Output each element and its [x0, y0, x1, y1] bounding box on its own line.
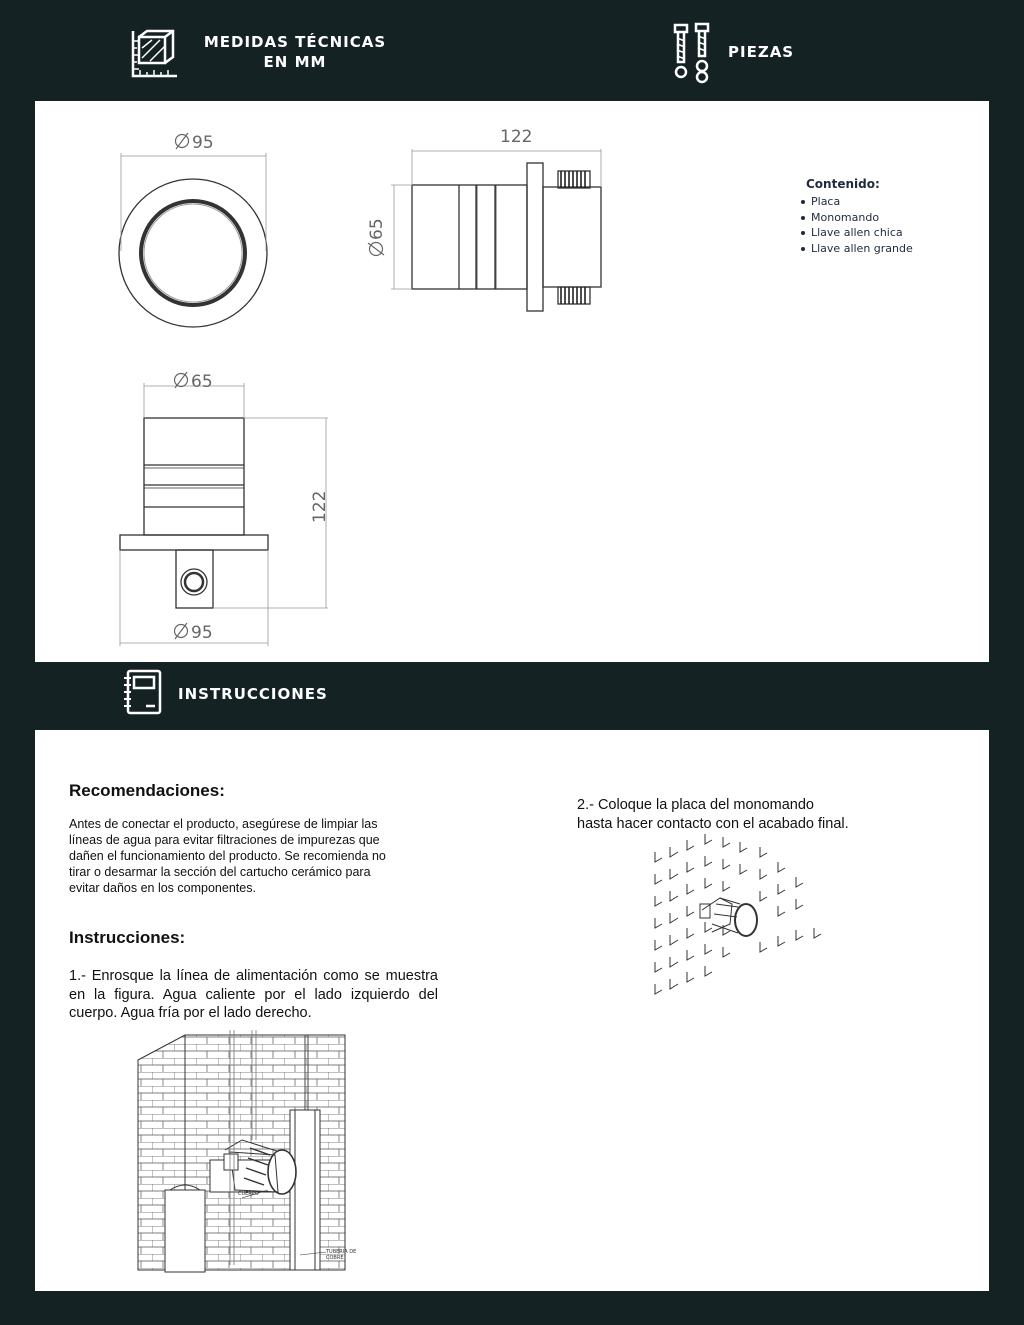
recomendaciones-line: tirar o desarmar la sección del cartucho cerámico para — [69, 865, 371, 879]
contenido-list — [800, 194, 960, 256]
list-item: Llave allen grande — [800, 241, 960, 257]
step2-line1: 2.- Coloque la placa del monomando — [577, 797, 814, 813]
recomendaciones-title: Recomendaciones: — [69, 781, 225, 800]
piezas-title: PIEZAS — [728, 43, 795, 61]
medidas-header — [120, 22, 420, 84]
list-item: Llave allen chica — [800, 225, 960, 241]
side-diameter-label — [367, 218, 387, 255]
recomendaciones-line: Antes de conectar el producto, asegúrese de limpiar las — [69, 817, 378, 831]
medidas-title-line2: EN MM — [263, 53, 327, 71]
instrucciones-header — [120, 666, 420, 718]
top-view — [120, 383, 328, 646]
tuberia-label-line2: COBRE — [326, 1255, 344, 1261]
cuerpo-label: CUERPO — [238, 1191, 259, 1197]
contenido-title: Contenido: — [806, 177, 880, 191]
bottom-diameter-label — [175, 623, 213, 643]
recomendaciones-line: evitar daños en los componentes. — [69, 881, 256, 895]
plate-installation-illustration — [650, 832, 830, 1002]
step2-line2: hasta hacer contacto con el acabado final. — [577, 815, 849, 832]
piezas-header — [668, 18, 828, 84]
list-item: Placa — [800, 194, 960, 210]
top-diameter-value: 65 — [191, 372, 213, 392]
recomendaciones-line: líneas de agua para evitar filtraciones de impurezas que — [69, 833, 380, 847]
side-diameter-value: 65 — [367, 218, 387, 240]
tuberia-label-line1: TUBERIA DE — [326, 1249, 357, 1255]
medidas-title-line1: MEDIDAS TÉCNICAS — [203, 33, 387, 51]
recomendaciones-line: dañen el funcionamiento del producto. Se recomienda no — [69, 849, 386, 863]
recomendaciones-text — [69, 816, 449, 896]
front-diameter-value: 95 — [192, 133, 214, 153]
wall-installation-illustration — [130, 1030, 370, 1275]
contenido-box — [800, 177, 960, 256]
screws-icon — [672, 22, 712, 84]
list-item: Monomando — [800, 210, 960, 226]
step2-text — [577, 796, 897, 833]
instrucciones-title: INSTRUCCIONES — [178, 685, 328, 703]
step1-text: 1.- Enrosque la línea de alimentación como se muestra en la figura. Agua caliente por el lado izquierdo del cuerpo. Agua fría por el lado derecho. — [69, 968, 438, 1021]
instrucciones-subtitle: Instrucciones: — [69, 928, 186, 947]
ruler-cube-icon — [130, 28, 180, 80]
bottom-diameter-value: 95 — [191, 623, 213, 643]
top-height-label — [310, 491, 330, 523]
top-diameter-label — [175, 372, 213, 392]
side-length-value: 122 — [500, 127, 533, 147]
side-threads — [561, 171, 585, 304]
top-height-value: 122 — [310, 490, 330, 523]
notebook-icon — [122, 668, 164, 716]
front-view — [119, 153, 267, 327]
front-diameter-label — [176, 133, 214, 153]
